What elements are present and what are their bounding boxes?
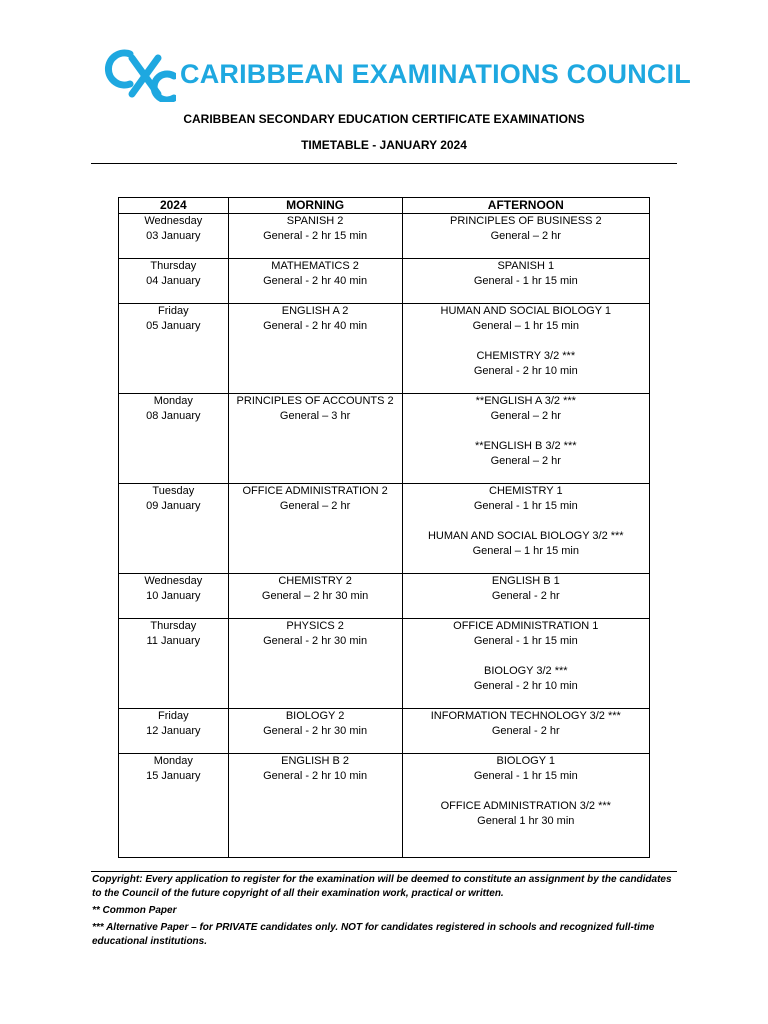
exam-duration: General - 2 hr 10 min	[473, 680, 578, 692]
copyright-note: Copyright: Every application to register for the examination will be deemed to constitute an assignment by the candidates to the Council of the future copyright of all their examination work, practical or written.	[92, 874, 672, 899]
afternoon-cell	[402, 484, 649, 574]
exam-entry	[405, 214, 647, 244]
date-label: 11 January	[146, 635, 201, 647]
exam-entry	[405, 259, 647, 289]
exam-duration: General - 2 hr 10 min	[473, 365, 578, 377]
date-label: 04 January	[146, 275, 201, 287]
table-header-row	[119, 198, 650, 214]
weekday-label: Tuesday	[152, 485, 195, 497]
exam-name: OFFICE ADMINISTRATION 2	[242, 485, 388, 497]
exam-entry	[231, 259, 400, 289]
divider	[91, 871, 677, 872]
org-name: CARIBBEAN EXAMINATIONS COUNCIL	[180, 59, 691, 89]
morning-cell	[228, 574, 402, 619]
exam-duration: General – 2 hr	[490, 410, 561, 422]
exam-duration: General - 2 hr 30 min	[263, 725, 368, 737]
exam-name: MATHEMATICS 2	[271, 260, 359, 272]
exam-duration: General – 2 hr	[490, 230, 561, 242]
afternoon-cell	[402, 709, 649, 754]
morning-cell	[228, 754, 402, 858]
exam-entry	[405, 799, 647, 829]
table-row	[119, 394, 650, 484]
exam-name: BIOLOGY 1	[496, 755, 556, 767]
exam-entry	[231, 619, 400, 649]
day-cell	[119, 304, 229, 394]
exam-duration: General - 1 hr 15 min	[473, 500, 578, 512]
day-cell	[119, 574, 229, 619]
exam-entry	[231, 574, 400, 604]
exam-entry	[405, 484, 647, 514]
page-title: CARIBBEAN SECONDARY EDUCATION CERTIFICATE EXAMINATIONS	[183, 112, 585, 126]
exam-duration: General – 3 hr	[279, 410, 351, 422]
page-subtitle: TIMETABLE - JANUARY 2024	[301, 138, 467, 152]
afternoon-cell	[402, 754, 649, 858]
exam-name: BIOLOGY 3/2 ***	[484, 665, 568, 677]
afternoon-cell	[402, 304, 649, 394]
exam-entry	[231, 304, 400, 334]
exam-duration: General – 1 hr 15 min	[472, 545, 579, 557]
exam-name: PRINCIPLES OF BUSINESS 2	[449, 215, 602, 227]
table-row	[119, 484, 650, 574]
afternoon-cell	[402, 619, 649, 709]
exam-name: HUMAN AND SOCIAL BIOLOGY 1	[440, 305, 612, 317]
day-cell	[119, 754, 229, 858]
table-row	[119, 754, 650, 858]
exam-name: SPANISH 2	[286, 215, 344, 227]
weekday-label: Friday	[158, 305, 189, 317]
date-label: 10 January	[146, 590, 201, 602]
exam-name: ENGLISH A 2	[281, 305, 349, 317]
morning-cell	[228, 484, 402, 574]
exam-duration: General - 2 hr	[491, 725, 560, 737]
exam-name: ENGLISH B 2	[281, 755, 350, 767]
table-row	[119, 709, 650, 754]
exam-entry	[405, 754, 647, 784]
date-label: 12 January	[146, 725, 201, 737]
cxc-logo	[100, 44, 176, 102]
weekday-label: Wednesday	[144, 575, 203, 587]
weekday-label: Monday	[153, 395, 193, 407]
weekday-label: Friday	[158, 710, 189, 722]
table-row	[119, 574, 650, 619]
exam-entry	[405, 709, 647, 739]
exam-duration: General – 1 hr 15 min	[472, 320, 579, 332]
logo-letters: CXC	[100, 44, 103, 45]
exam-name: CHEMISTRY 2	[278, 575, 352, 587]
exam-entry	[231, 394, 400, 424]
exam-entry	[405, 529, 647, 559]
date-label: 09 January	[146, 500, 201, 512]
exam-duration: General – 2 hr	[279, 500, 351, 512]
exam-duration: General - 2 hr 40 min	[263, 320, 368, 332]
timetable	[118, 197, 650, 858]
exam-name: **ENGLISH A 3/2 ***	[475, 395, 576, 407]
exam-duration: General - 2 hr 30 min	[263, 635, 368, 647]
table-row	[119, 304, 650, 394]
exam-name: CHEMISTRY 1	[489, 485, 563, 497]
afternoon-cell	[402, 574, 649, 619]
exam-duration: General - 1 hr 15 min	[473, 275, 578, 287]
exam-name: INFORMATION TECHNOLOGY 3/2 ***	[430, 710, 621, 722]
exam-entry	[405, 394, 647, 424]
alternative-paper-note: *** Alternative Paper – for PRIVATE candidates only. NOT for candidates registered in schools and recognized full-time educational institutions.	[92, 922, 655, 947]
table-row	[119, 214, 650, 259]
exam-duration: General 1 hr 30 min	[477, 815, 575, 827]
exam-name: SPANISH 1	[497, 260, 555, 272]
footnotes	[92, 873, 676, 952]
exam-name: BIOLOGY 2	[285, 710, 345, 722]
morning-cell	[228, 304, 402, 394]
date-label: 03 January	[146, 230, 201, 242]
afternoon-cell	[402, 214, 649, 259]
morning-cell	[228, 619, 402, 709]
exam-entry	[231, 754, 400, 784]
day-cell	[119, 394, 229, 484]
exam-entry	[231, 484, 400, 514]
exam-entry	[405, 349, 647, 379]
afternoon-cell	[402, 259, 649, 304]
morning-cell	[228, 709, 402, 754]
exam-entry	[405, 619, 647, 649]
table-row	[119, 619, 650, 709]
afternoon-cell	[402, 394, 649, 484]
exam-name: HUMAN AND SOCIAL BIOLOGY 3/2 ***	[427, 530, 624, 542]
exam-name: OFFICE ADMINISTRATION 3/2 ***	[440, 800, 611, 812]
exam-duration: General – 2 hr 30 min	[261, 590, 369, 602]
weekday-label: Thursday	[150, 260, 197, 272]
exam-name: OFFICE ADMINISTRATION 1	[453, 620, 599, 632]
weekday-label: Wednesday	[144, 215, 203, 227]
weekday-label: Monday	[153, 755, 193, 767]
column-header-afternoon: AFTERNOON	[402, 198, 649, 214]
common-paper-note: ** Common Paper	[92, 905, 177, 916]
exam-duration: General - 2 hr 15 min	[263, 230, 368, 242]
exam-name: CHEMISTRY 3/2 ***	[476, 350, 576, 362]
exam-name: **ENGLISH B 3/2 ***	[475, 440, 577, 452]
day-cell	[119, 214, 229, 259]
divider	[91, 163, 677, 164]
morning-cell	[228, 259, 402, 304]
exam-duration: General - 2 hr 10 min	[263, 770, 368, 782]
table-row	[119, 259, 650, 304]
exam-entry	[405, 664, 647, 694]
exam-duration: General - 1 hr 15 min	[473, 635, 578, 647]
exam-duration: General - 2 hr	[491, 590, 560, 602]
exam-entry	[231, 709, 400, 739]
exam-entry	[405, 304, 647, 334]
date-label: 05 January	[146, 320, 201, 332]
date-label: 15 January	[146, 770, 201, 782]
exam-entry	[405, 439, 647, 469]
exam-duration: General – 2 hr	[490, 455, 561, 467]
morning-cell	[228, 394, 402, 484]
day-cell	[119, 259, 229, 304]
morning-cell	[228, 214, 402, 259]
day-cell	[119, 484, 229, 574]
exam-name: PHYSICS 2	[286, 620, 344, 632]
column-header-morning: MORNING	[228, 198, 402, 214]
exam-name: PRINCIPLES OF ACCOUNTS 2	[236, 395, 394, 407]
exam-duration: General - 2 hr 40 min	[263, 275, 368, 287]
weekday-label: Thursday	[150, 620, 197, 632]
date-label: 08 January	[146, 410, 201, 422]
exam-duration: General - 1 hr 15 min	[473, 770, 578, 782]
day-cell	[119, 619, 229, 709]
exam-entry	[231, 214, 400, 244]
day-cell	[119, 709, 229, 754]
exam-entry	[405, 574, 647, 604]
exam-name: ENGLISH B 1	[491, 575, 560, 587]
column-header-year: 2024	[119, 198, 229, 214]
